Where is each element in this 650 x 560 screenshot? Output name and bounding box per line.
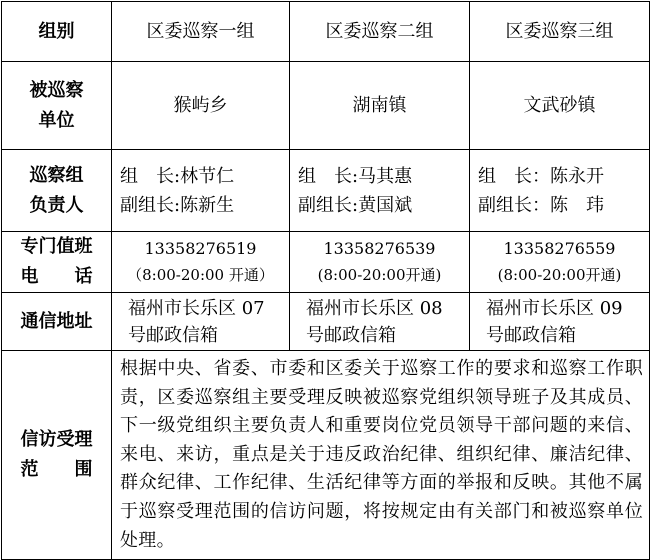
address-3-line1: 福州市长乐区 09	[486, 297, 623, 319]
leaders-label	[2, 150, 112, 232]
scope-label	[2, 351, 112, 560]
inspected-unit-label	[2, 62, 112, 150]
hotline-2	[290, 232, 470, 293]
inspected-unit-3: 文武砂镇	[470, 62, 650, 150]
hotline-label-line1: 专门值班	[20, 236, 93, 257]
hotline-label-line2: 电 话	[20, 266, 93, 287]
leaders-group-2	[290, 150, 470, 232]
hotline-number-2: 13358276539	[323, 239, 436, 258]
hotline-hours-2: (8:00-20:00开通)	[317, 266, 442, 284]
leader-1: 组 长:林节仁	[120, 165, 235, 187]
deputy-1: 副组长:陈新生	[120, 194, 235, 216]
hotline-hours-3: (8:00-20:00开通)	[497, 266, 622, 284]
hotline-hours-1: （8:00-20:00 开通）	[127, 266, 274, 284]
group-3: 区委巡察三组	[470, 2, 650, 62]
scope-row	[2, 351, 650, 560]
address-2	[290, 293, 470, 351]
address-2-line2: 号邮政信箱	[306, 324, 396, 346]
address-3	[470, 293, 650, 351]
hotline-row	[2, 232, 650, 293]
inspected-unit-1: 猴屿乡	[112, 62, 290, 150]
deputy-2: 副组长:黄国斌	[298, 194, 413, 216]
deputy-3: 副组长：陈 玮	[478, 194, 604, 216]
address-row	[2, 293, 650, 351]
hotline-1	[112, 232, 290, 293]
scope-label-line2: 范 围	[20, 459, 93, 481]
address-1	[112, 293, 290, 351]
inspected-unit-label-line1: 被巡察	[29, 79, 84, 101]
leaders-label-line1: 巡察组	[29, 164, 84, 186]
hotline-3	[470, 232, 650, 293]
leaders-group-3	[470, 150, 650, 232]
address-2-line1: 福州市长乐区 08	[306, 297, 443, 319]
hotline-number-3: 13358276559	[503, 239, 616, 258]
leaders-group-1	[112, 150, 290, 232]
hotline-number-1: 13358276519	[144, 239, 257, 258]
inspected-unit-2: 湖南镇	[290, 62, 470, 150]
hotline-label	[2, 232, 112, 293]
inspected-unit-label-line2: 单位	[38, 109, 75, 131]
group-1: 区委巡察一组	[112, 2, 290, 62]
inspected-unit-row	[2, 62, 650, 150]
scope-label-line1: 信访受理	[20, 429, 93, 451]
address-label: 通信地址	[2, 293, 112, 351]
group-label: 组别	[2, 2, 112, 62]
scope-text: 根据中央、省委、市委和区委关于巡察工作的要求和巡察工作职责，区委巡察组主要受理反映被巡察党组织领导班子及其成员、下一级党组织主要负责人和重要岗位党员领导干部问题的来信、来电、来访，重点是关于违反政治纪律、组织纪律、廉洁纪律、群众纪律、工作纪律、生活纪律等方面的举报和反映。其他不属于巡察受理范围的信访问题，将按规定由有关部门和被巡察单位处理。	[112, 351, 650, 560]
leader-2: 组 长:马其惠	[298, 165, 413, 187]
address-1-line1: 福州市长乐区 07	[128, 297, 265, 319]
leaders-row	[2, 150, 650, 232]
info-table	[1, 1, 650, 560]
group-2: 区委巡察二组	[290, 2, 470, 62]
group-row	[2, 2, 650, 62]
leader-3: 组 长：陈永开	[478, 165, 604, 187]
leaders-label-line2: 负责人	[29, 194, 84, 216]
address-3-line2: 号邮政信箱	[486, 324, 576, 346]
address-1-line2: 号邮政信箱	[128, 324, 218, 346]
